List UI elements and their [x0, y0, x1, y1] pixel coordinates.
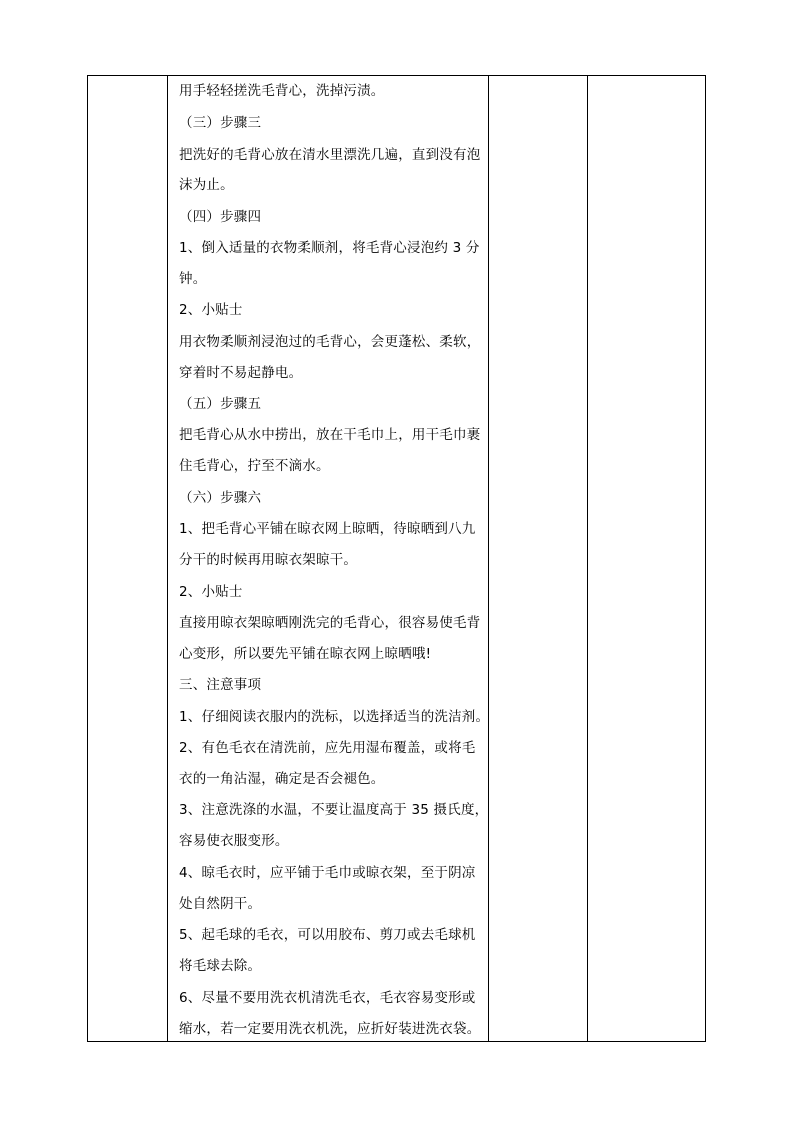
text-line: 将毛球去除。 — [179, 958, 262, 974]
text-line: （三）步骤三 — [179, 115, 262, 131]
text-line: （六）步骤六 — [179, 490, 262, 506]
text-line: 钟。 — [179, 271, 207, 287]
text-line: 3、注意洗涤的水温，不要让温度高于 35 摄氏度， — [179, 802, 489, 818]
text-line: 处自然阴干。 — [179, 896, 262, 912]
text-line: 把洗好的毛背心放在清水里漂洗几遍，直到没有泡 — [179, 147, 481, 163]
column-divider-1 — [167, 76, 168, 1041]
text-line: 心变形，所以要先平铺在晾衣网上晾晒哦! — [179, 646, 432, 662]
text-line: 衣的一角沾湿，确定是否会褪色。 — [179, 771, 385, 787]
column-divider-2 — [488, 76, 489, 1041]
text-line: 5、起毛球的毛衣，可以用胶布、剪刀或去毛球机 — [179, 927, 476, 943]
text-line: 用衣物柔顺剂浸泡过的毛背心，会更蓬松、柔软， — [179, 334, 481, 350]
text-line: 穿着时不易起静电。 — [179, 365, 303, 381]
text-line: 把毛背心从水中捞出，放在干毛巾上，用干毛巾裹 — [179, 427, 481, 443]
text-line: 住毛背心，拧至不滴水。 — [179, 458, 330, 474]
text-line: 1、倒入适量的衣物柔顺剂，将毛背心浸泡约 3 分 — [179, 240, 480, 256]
text-line: 2、有色毛衣在清洗前，应先用湿布覆盖，或将毛 — [179, 740, 476, 756]
text-line: 2、小贴士 — [179, 584, 243, 600]
text-line: 容易使衣服变形。 — [179, 833, 289, 849]
text-line: 6、尽量不要用洗衣机清洗毛衣，毛衣容易变形或 — [179, 990, 476, 1006]
text-line: 4、晾毛衣时，应平铺于毛巾或晾衣架，至于阴凉 — [179, 865, 476, 881]
text-line: 分干的时候再用晾衣架晾干。 — [179, 552, 358, 568]
text-line: 沫为止。 — [179, 177, 234, 193]
text-line: 三、注意事项 — [179, 677, 262, 693]
text-line: 1、把毛背心平铺在晾衣网上晾晒，待晾晒到八九 — [179, 521, 476, 537]
text-line: 用手轻轻搓洗毛背心，洗掉污渍。 — [179, 83, 385, 99]
text-line: 直接用晾衣架晾晒刚洗完的毛背心，很容易使毛背 — [179, 615, 481, 631]
lesson-table — [87, 75, 706, 1042]
text-line: 1、仔细阅读衣服内的洗标，以选择适当的洗洁剂。 — [179, 709, 490, 725]
text-line: （四）步骤四 — [179, 209, 262, 225]
text-line: 2、小贴士 — [179, 302, 243, 318]
column-divider-3 — [587, 76, 588, 1041]
text-line: 缩水，若一定要用洗衣机洗，应折好装进洗衣袋。 — [179, 1021, 481, 1037]
text-line: （五）步骤五 — [179, 396, 262, 412]
